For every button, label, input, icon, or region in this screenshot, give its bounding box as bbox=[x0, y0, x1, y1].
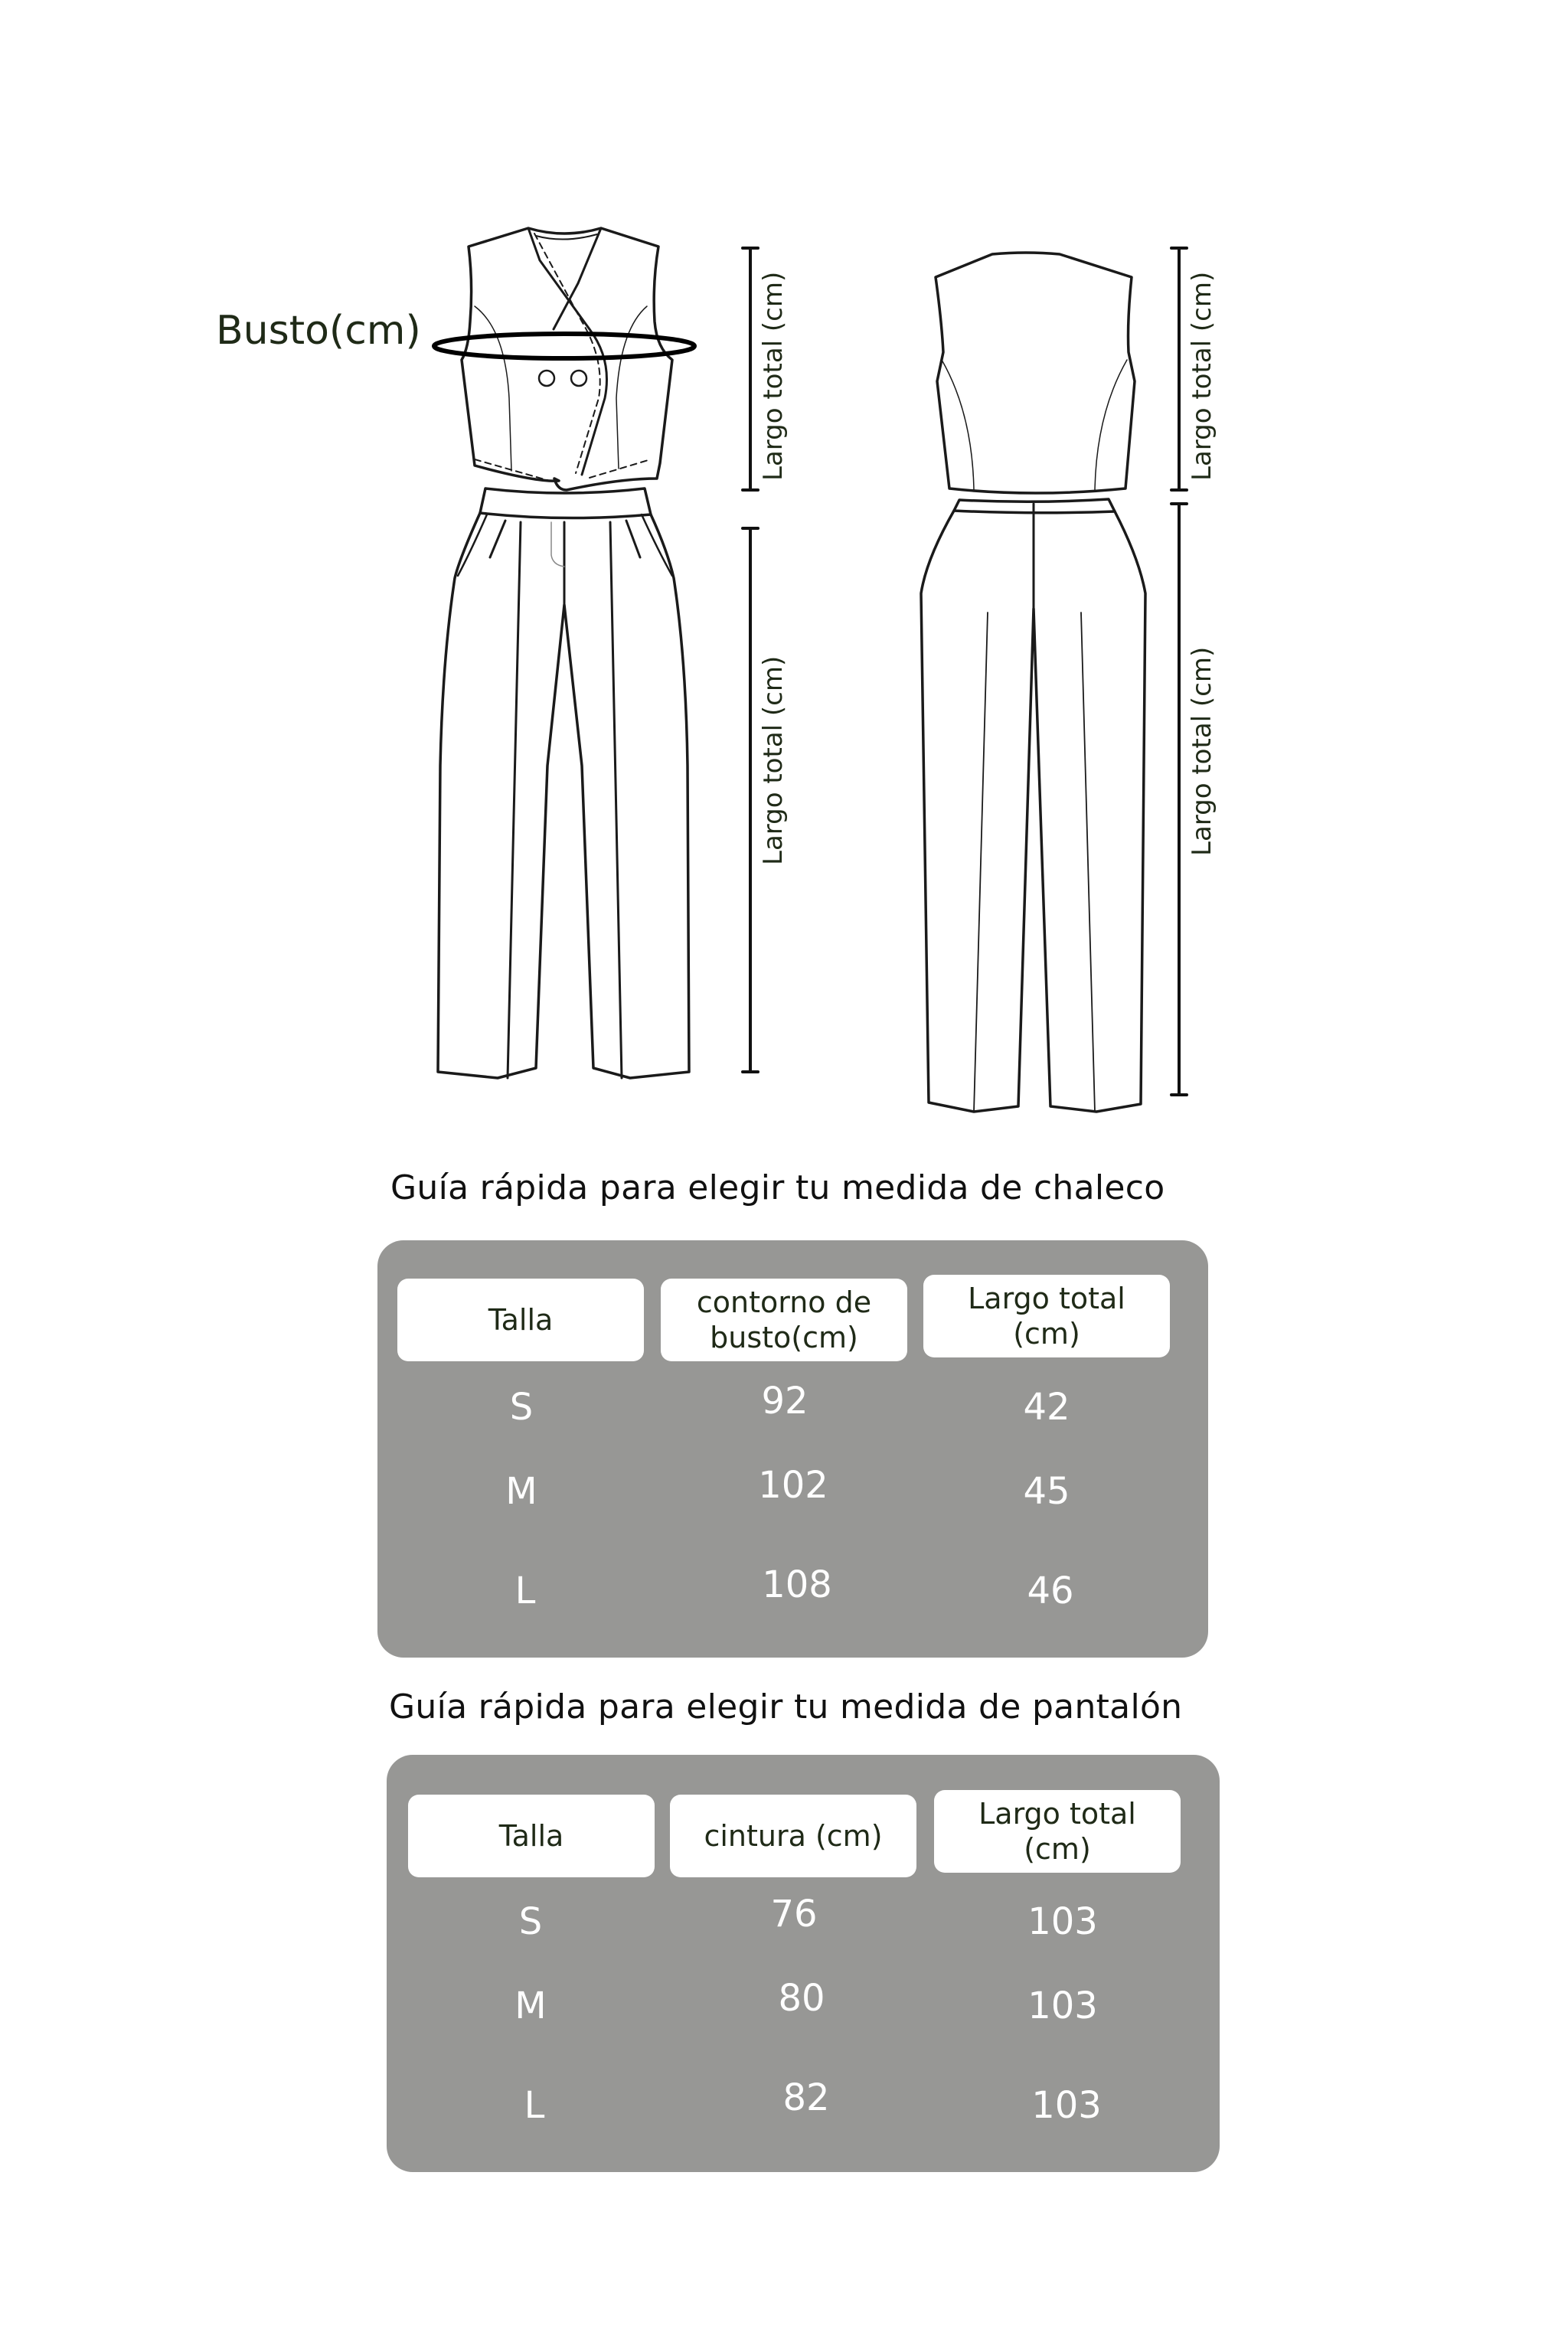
length-label-vest-back: Largo total (cm) bbox=[1187, 271, 1217, 481]
pants-s-cintura: 76 bbox=[770, 1893, 818, 1936]
pants-m-largo: 103 bbox=[1027, 1984, 1098, 2027]
pants-size-table bbox=[387, 1755, 1220, 2172]
vest-m-largo: 45 bbox=[1023, 1470, 1070, 1513]
pants-l-largo: 103 bbox=[1031, 2084, 1102, 2127]
vest-size-table bbox=[377, 1240, 1208, 1658]
pants-m-cintura: 80 bbox=[778, 1977, 825, 2020]
garment-flat-sketches bbox=[0, 0, 1568, 1133]
measure-bar-vest-back bbox=[1171, 248, 1187, 490]
vest-header-talla: Talla bbox=[397, 1279, 644, 1361]
vest-header-busto: contorno de busto(cm) bbox=[661, 1279, 907, 1361]
vest-back-sketch bbox=[936, 253, 1135, 493]
pants-l-talla: L bbox=[524, 2084, 545, 2127]
length-label-pants-front: Largo total (cm) bbox=[758, 655, 789, 865]
vest-header-largo: Largo total (cm) bbox=[923, 1275, 1170, 1357]
pants-m-talla: M bbox=[514, 1984, 547, 2027]
length-label-pants-back: Largo total (cm) bbox=[1187, 646, 1217, 856]
measure-bar-pants-front bbox=[743, 528, 758, 1072]
pants-guide-title: Guía rápida para elegir tu medida de pantalón bbox=[389, 1687, 1183, 1726]
measure-bar-vest-front bbox=[743, 248, 758, 490]
vest-m-busto: 102 bbox=[758, 1464, 828, 1507]
pants-front-sketch bbox=[438, 488, 689, 1078]
vest-l-busto: 108 bbox=[762, 1563, 832, 1606]
bust-measure-ellipse bbox=[434, 334, 694, 358]
length-label-vest-front: Largo total (cm) bbox=[758, 271, 789, 481]
vest-guide-title: Guía rápida para elegir tu medida de chaleco bbox=[390, 1168, 1165, 1207]
vest-s-largo: 42 bbox=[1023, 1386, 1070, 1429]
pants-s-talla: S bbox=[518, 1900, 543, 1943]
vest-l-largo: 46 bbox=[1027, 1570, 1074, 1612]
pants-s-largo: 103 bbox=[1027, 1900, 1098, 1943]
bust-label: Busto(cm) bbox=[216, 308, 421, 354]
vest-s-talla: S bbox=[509, 1386, 534, 1429]
measure-bar-pants-back bbox=[1171, 504, 1187, 1095]
pants-header-largo: Largo total (cm) bbox=[934, 1790, 1181, 1873]
vest-m-talla: M bbox=[505, 1470, 537, 1513]
pants-header-cintura: cintura (cm) bbox=[670, 1795, 916, 1877]
pants-l-cintura: 82 bbox=[782, 2076, 830, 2119]
pants-header-talla: Talla bbox=[408, 1795, 655, 1877]
vest-l-talla: L bbox=[514, 1570, 536, 1612]
pants-back-sketch bbox=[921, 499, 1145, 1112]
vest-s-busto: 92 bbox=[761, 1380, 808, 1423]
